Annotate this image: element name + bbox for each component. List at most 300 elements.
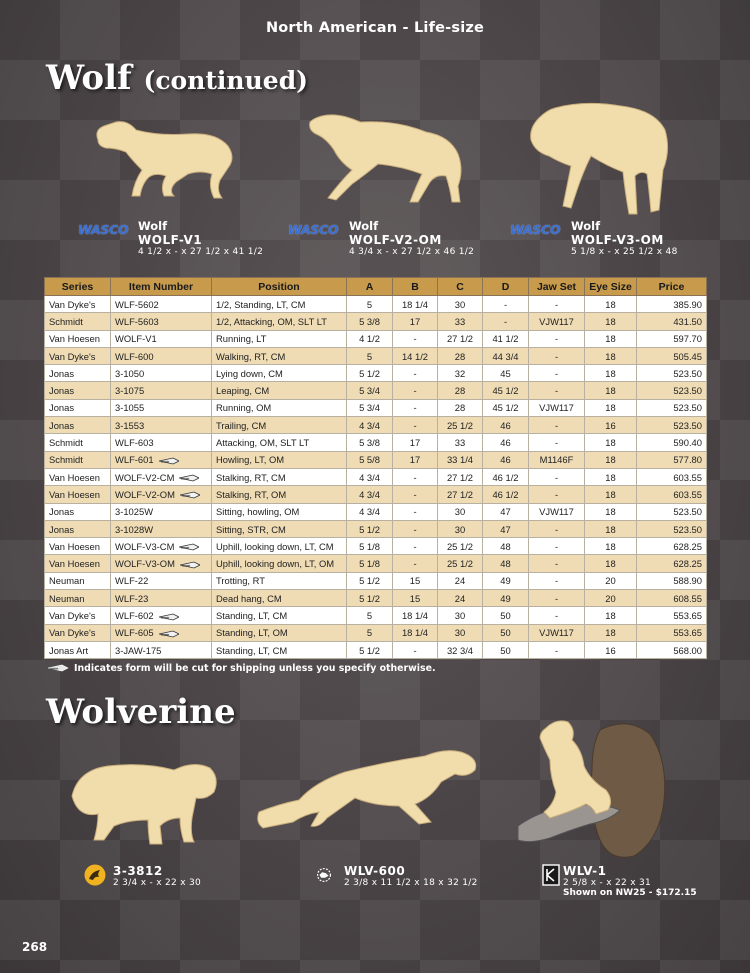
row-d [483,503,529,520]
row-b-text: 18 1/4 [401,609,429,621]
row-a [347,313,393,330]
table-row [45,590,707,607]
row-a [347,382,393,399]
row-position [212,538,347,555]
row-c-text: 33 [454,315,466,327]
row-b-text: 17 [409,437,421,449]
row-eye-size-text: 18 [605,609,616,621]
row-price [637,365,707,382]
row-d-text: 46 [500,437,511,449]
row-series [45,296,111,313]
row-price [637,417,707,434]
row-b [393,382,438,399]
col-header-a: A [347,278,393,296]
row-price-text: 603.55 [673,488,702,500]
row-price-text: 523.50 [673,419,702,431]
row-eye-size-text: 16 [605,644,616,656]
row-c [438,468,483,485]
row-a [347,347,393,364]
row-item-number-text: WLF-600 [115,350,154,362]
row-eye-size [585,572,637,589]
col-header-item-number: Item Number [111,278,212,296]
row-eye-size-text: 18 [605,333,616,345]
row-eye-size-text: 18 [605,402,616,414]
row-jaw-set [529,503,585,520]
row-jaw-set-text: VJW117 [539,315,574,327]
row-b [393,468,438,485]
wolf-v3-caption [571,219,678,257]
row-a-text: 5 3/8 [359,315,380,327]
row-item-number-text: 3-1028W [115,523,154,535]
row-c [438,572,483,589]
row-price [637,434,707,451]
row-c [438,520,483,537]
row-price-text: 523.50 [673,523,702,535]
row-jaw-set [529,417,585,434]
row-eye-size [585,503,637,520]
row-a [347,468,393,485]
row-series-text: Van Dyke's [49,627,96,639]
row-item-number-text: WOLF-V3-CM [115,540,175,552]
row-series-text: Van Hoesen [49,471,100,483]
row-price-text: 523.50 [673,402,702,414]
row-a-text: 5 1/8 [359,540,380,552]
row-d-text: - [503,298,508,310]
row-eye-size-text: 18 [605,385,616,397]
row-b-text: - [413,367,417,379]
wolverine-wlv-1-form-image [510,710,670,860]
row-price [637,451,707,468]
row-series-text: Van Hoesen [49,333,100,345]
row-a-text: 5 [366,350,373,362]
row-b [393,624,438,641]
saw-icon [159,630,179,638]
row-a-text: 5 3/8 [359,437,380,449]
row-b [393,503,438,520]
row-d [483,555,529,572]
row-item-number [111,538,212,555]
row-d-text: 50 [500,627,511,639]
row-c-text: 32 3/4 [446,644,474,656]
row-price [637,607,707,624]
row-d [483,399,529,416]
row-jaw-set-text: M1146F [539,454,574,466]
row-position-text: Dead hang, CM [216,592,282,604]
row-jaw-set [529,382,585,399]
row-a [347,538,393,555]
row-eye-size [585,434,637,451]
row-series [45,417,111,434]
table-row [45,503,707,520]
row-price [637,382,707,399]
row-d-text: 46 [500,454,511,466]
row-price-text: 608.55 [673,592,702,604]
row-a-text: 5 5/8 [359,454,380,466]
row-b [393,572,438,589]
row-price-text: 523.50 [673,385,702,397]
row-item-number [111,486,212,503]
row-jaw-set [529,296,585,313]
row-item-number [111,399,212,416]
title-sub: (continued) [143,66,308,95]
row-d-text: 41 1/2 [492,333,519,345]
row-series-text: Jonas [49,506,75,518]
saw-icon [180,561,200,569]
row-price [637,624,707,641]
row-item-number-text: 3-JAW-175 [115,644,162,656]
row-jaw-set [529,347,585,364]
row-c-text: 25 1/2 [446,419,474,431]
col-header-eye-size: Eye Size [585,278,637,296]
row-price-text: 577.80 [673,454,702,466]
row-position [212,347,347,364]
row-position-text: Attacking, OM, SLT LT [216,437,310,449]
row-c-text: 25 1/2 [446,540,474,552]
row-eye-size-text: 20 [605,575,616,587]
row-item-number-text: WLF-5603 [115,315,159,327]
table-row [45,520,707,537]
row-a [347,451,393,468]
table-row [45,382,707,399]
row-b [393,520,438,537]
row-jaw-set-text: - [554,333,559,345]
row-b [393,313,438,330]
row-price-text: 590.40 [673,437,702,449]
row-eye-size [585,641,637,658]
row-price-text: 628.25 [673,558,702,570]
row-jaw-set [529,624,585,641]
col-header-b: B [393,278,438,296]
row-d-text: 44 3/4 [492,350,519,362]
row-d [483,417,529,434]
row-b-text: 17 [409,315,421,327]
row-d-text: 46 1/2 [492,488,519,500]
row-b-text: - [413,558,417,570]
row-position [212,417,347,434]
row-position-text: Walking, RT, CM [216,350,286,362]
row-c-text: 30 [454,506,466,518]
row-item-number [111,451,212,468]
row-jaw-set-text: VJW117 [539,506,574,518]
row-series [45,468,111,485]
row-b-text: - [413,488,417,500]
form-code: 3-3812 [113,864,163,878]
row-d-text: 45 1/2 [492,402,519,414]
row-series [45,607,111,624]
row-a-text: 5 [366,298,373,310]
row-d [483,468,529,485]
row-jaw-set [529,313,585,330]
row-position [212,555,347,572]
row-c [438,538,483,555]
row-b-text: 18 1/4 [401,298,429,310]
form-dimensions: 2 5/8 x - x 22 x 31 [563,878,652,888]
row-position [212,451,347,468]
wolf-v2-caption [349,219,474,257]
row-price-text: 588.90 [673,575,702,587]
row-d-text: 49 [500,575,511,587]
row-eye-size [585,365,637,382]
wolverine-wlv-600-form-image [255,742,481,830]
table-row [45,434,707,451]
row-eye-size [585,296,637,313]
row-item-number-text: WOLF-V2-CM [115,471,175,483]
row-eye-size [585,590,637,607]
row-a [347,590,393,607]
row-jaw-set-text: - [554,575,559,587]
row-d-text: 48 [500,540,511,552]
row-a-text: 5 [366,627,373,639]
mckenzie-brand-icon [540,864,562,886]
row-d [483,572,529,589]
table-row [45,451,707,468]
form-dimensions: 2 3/4 x - x 22 x 30 [113,878,202,888]
row-a-text: 5 3/4 [359,402,380,414]
row-eye-size-text: 18 [605,350,616,362]
row-price-text: 553.65 [673,627,702,639]
row-d [483,313,529,330]
row-b [393,538,438,555]
row-c-text: 24 [454,575,466,587]
wolverine-wlv-600-caption [344,864,478,888]
col-header-price: Price [637,278,707,296]
row-series [45,486,111,503]
row-eye-size [585,330,637,347]
row-jaw-set-text: - [554,558,559,570]
col-header-c: C [438,278,483,296]
col-header-series: Series [45,278,111,296]
row-price-text: 505.45 [673,350,702,362]
row-position-text: Leaping, CM [216,385,270,397]
row-c [438,555,483,572]
table-row [45,572,707,589]
row-item-number [111,555,212,572]
row-c [438,417,483,434]
row-b-text: - [413,506,417,518]
row-c [438,451,483,468]
row-a [347,399,393,416]
row-a-text: 4 3/4 [359,488,380,500]
wasco-logo: WASCO [78,222,129,237]
row-b-text: 15 [409,575,421,587]
row-item-number [111,641,212,658]
footnote-text: Indicates form will be cut for shipping unless you specify otherwise. [74,663,436,674]
row-jaw-set [529,641,585,658]
row-series [45,330,111,347]
row-position-text: Trailing, CM [216,419,267,431]
table-row [45,330,707,347]
cut-footnote [48,663,436,674]
row-price-text: 568.00 [673,644,702,656]
row-series [45,590,111,607]
row-series-text: Schmidt [49,437,83,449]
row-a [347,330,393,347]
row-c-text: 30 [454,523,466,535]
row-a [347,555,393,572]
row-a [347,486,393,503]
row-b [393,399,438,416]
row-b [393,365,438,382]
row-series-text: Jonas [49,419,75,431]
row-a-text: 5 1/2 [359,523,380,535]
row-series-text: Van Hoesen [49,488,100,500]
row-item-number [111,572,212,589]
row-position [212,641,347,658]
row-position [212,399,347,416]
table-header-row [45,278,707,296]
row-eye-size-text: 18 [605,454,616,466]
row-b-text: 15 [409,592,421,604]
row-b-text: - [413,523,417,535]
row-eye-size [585,486,637,503]
row-price [637,486,707,503]
row-jaw-set-text: - [554,385,559,397]
row-eye-size [585,451,637,468]
row-eye-size [585,538,637,555]
row-eye-size-text: 18 [605,315,616,327]
row-eye-size-text: 18 [605,558,616,570]
form-code: WOLF-V3-OM [571,233,664,247]
row-a [347,624,393,641]
row-d-text: 48 [500,558,511,570]
form-code: WLV-1 [563,864,607,878]
row-series-text: Van Hoesen [49,540,100,552]
form-extra-note: Shown on NW25 - $172.15 [563,888,697,898]
row-position [212,624,347,641]
row-position-text: Standing, LT, OM [216,627,288,639]
row-jaw-set-text: VJW117 [539,402,574,414]
row-d [483,330,529,347]
wolverine-wlv-1-caption [563,864,697,898]
row-price [637,296,707,313]
row-position [212,382,347,399]
row-c-text: 33 1/4 [446,454,474,466]
row-item-number-text: 3-1025W [115,506,154,518]
wolverine-3-3812-caption [113,864,201,888]
row-c [438,624,483,641]
row-position-text: Howling, LT, OM [216,454,285,466]
row-jaw-set [529,590,585,607]
row-jaw-set [529,434,585,451]
row-position [212,330,347,347]
row-jaw-set [529,572,585,589]
row-item-number [111,434,212,451]
row-price [637,590,707,607]
col-header-d: D [483,278,529,296]
row-price [637,572,707,589]
row-item-number [111,607,212,624]
section-header: North American - Life-size [265,20,485,36]
form-dimensions: 4 1/2 x - x 27 1/2 x 41 1/2 [138,247,264,257]
row-b-text: - [413,540,417,552]
row-series [45,572,111,589]
row-jaw-set-text: - [554,609,559,621]
row-d [483,520,529,537]
row-position [212,365,347,382]
wasco-logo: WASCO [510,222,561,237]
row-d [483,347,529,364]
form-name: Wolf [349,219,379,233]
row-jaw-set [529,520,585,537]
wolf-v2-form-image [300,110,472,206]
row-a [347,503,393,520]
row-price [637,555,707,572]
row-series-text: Jonas [49,385,75,397]
van-dykes-brand-icon [313,864,335,886]
row-jaw-set [529,330,585,347]
row-b-text: 17 [409,454,421,466]
row-item-number-text: 3-1050 [115,367,145,379]
row-jaw-set-text: - [554,523,559,535]
row-a-text: 5 1/2 [359,575,380,587]
row-a-text: 5 1/2 [359,367,380,379]
row-b-text: - [413,644,417,656]
row-c-text: 25 1/2 [446,558,474,570]
row-position [212,503,347,520]
row-a-text: 5 1/2 [359,592,380,604]
row-position [212,590,347,607]
row-series-text: Jonas [49,402,75,414]
row-b [393,590,438,607]
row-item-number-text: WLF-22 [115,575,149,587]
wolverine-3-3812-form-image [64,756,224,850]
row-position-text: Lying down, CM [216,367,283,379]
row-position-text: 1/2, Attacking, OM, SLT LT [216,315,327,327]
row-item-number-text: WLF-5602 [115,298,159,310]
jonas-brand-icon [84,864,106,886]
row-series [45,347,111,364]
row-c [438,503,483,520]
col-header-position: Position [212,278,347,296]
row-d [483,624,529,641]
row-jaw-set-text: - [554,471,559,483]
wolf-v1-caption [138,219,263,257]
row-a-text: 4 3/4 [359,471,380,483]
title-main: Wolf [46,58,132,98]
row-series-text: Jonas [49,523,75,535]
row-item-number-text: WLF-603 [115,437,154,449]
row-series-text: Schmidt [49,454,83,466]
row-d-text: - [503,315,508,327]
row-jaw-set-text: - [554,437,559,449]
row-c-text: 28 [454,385,466,397]
form-code: WOLF-V1 [138,233,203,247]
row-jaw-set [529,607,585,624]
table-row [45,538,707,555]
form-code: WOLF-V2-OM [349,233,442,247]
row-item-number-text: 3-1553 [115,419,145,431]
row-c [438,486,483,503]
row-item-number [111,313,212,330]
row-item-number [111,468,212,485]
row-position-text: Standing, LT, CM [216,644,288,656]
row-item-number-text: WOLF-V1 [115,333,157,345]
table-row [45,313,707,330]
row-a [347,520,393,537]
row-c-text: 27 1/2 [446,333,474,345]
row-c-text: 30 [454,298,466,310]
row-position-text: Uphill, looking down, LT, OM [216,558,335,570]
row-eye-size [585,520,637,537]
row-c [438,641,483,658]
row-item-number-text: WLF-605 [115,627,154,639]
row-a-text: 5 1/2 [359,644,380,656]
row-eye-size-text: 20 [605,592,616,604]
row-series [45,313,111,330]
row-a-text: 5 1/8 [359,558,380,570]
row-series [45,382,111,399]
row-b [393,434,438,451]
